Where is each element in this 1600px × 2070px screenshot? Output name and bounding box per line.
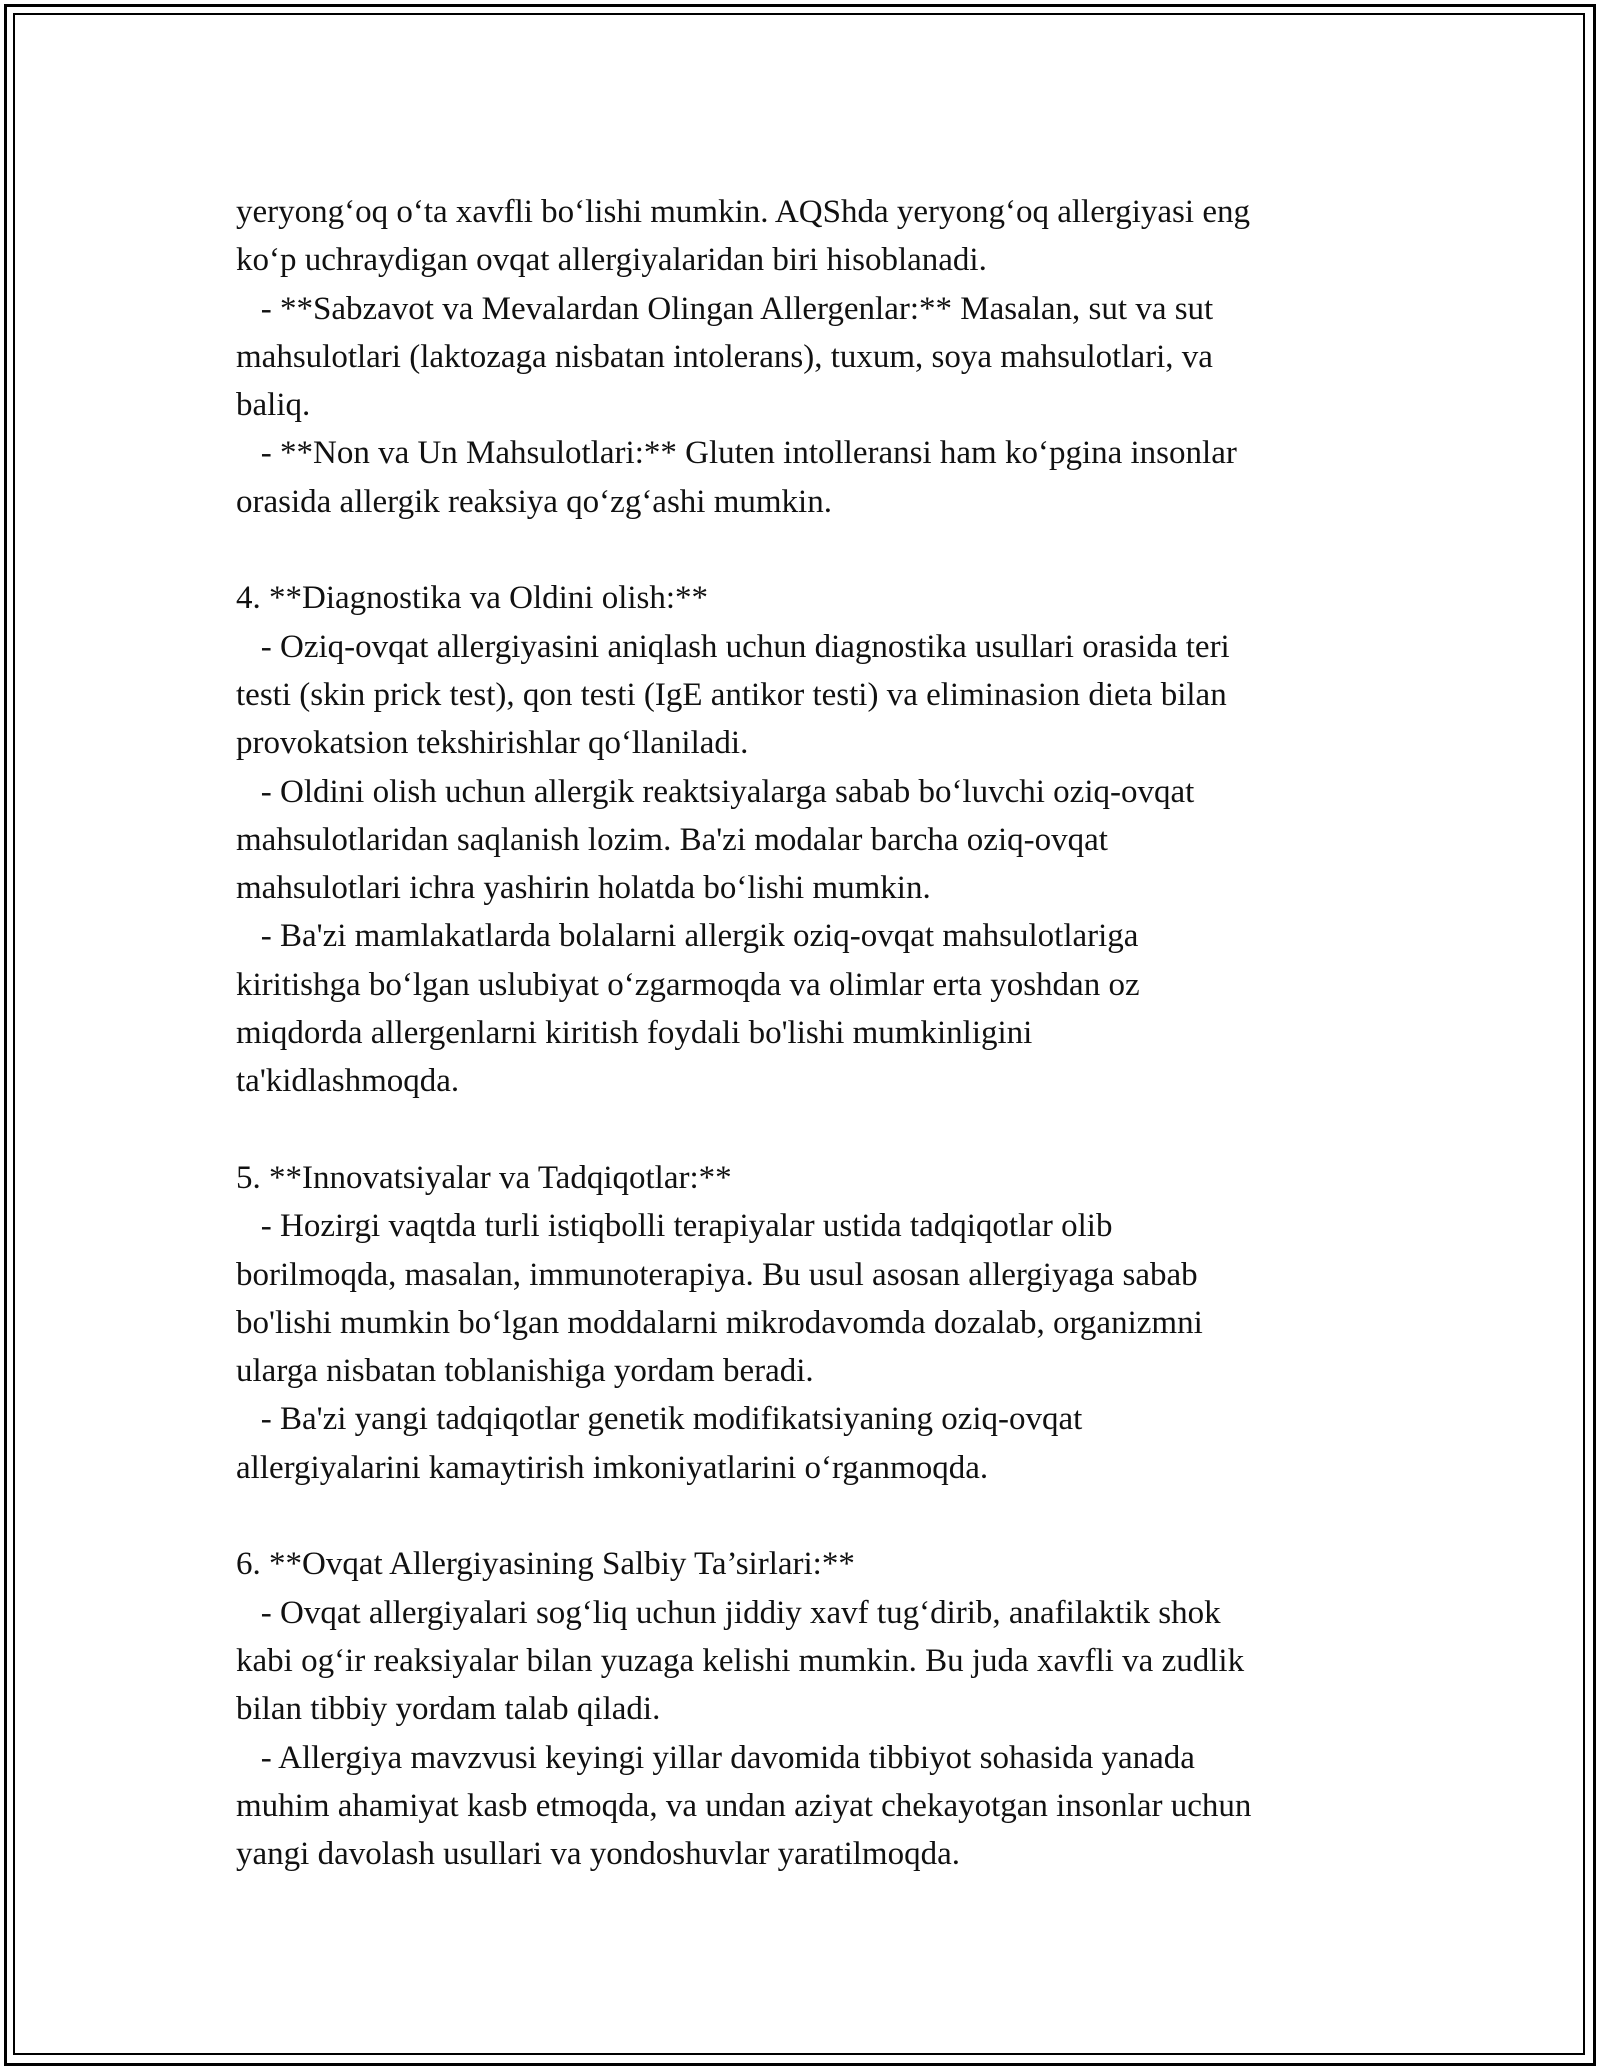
text-line: ko‘p uchraydigan ovqat allergiyalaridan biri hisoblanadi.	[236, 242, 987, 279]
text-line: allergiyalarini kamaytirish imkoniyatlarini o‘rganmoqda.	[236, 1449, 989, 1486]
document-body	[236, 188, 1366, 1878]
text-line: - Oldini olish uchun allergik reaktsiyalarga sabab bo‘luvchi oziq-ovqat	[236, 773, 1195, 810]
text-line: - Ovqat allergiyalari sog‘liq uchun jiddiy xavf tug‘dirib, anafilaktik shok	[236, 1594, 1221, 1631]
text-line	[236, 1106, 1366, 1154]
text-line: mahsulotlaridan saqlanish lozim. Ba'zi modalar barcha oziq-ovqat	[236, 821, 1108, 858]
text-line: kiritishga bo‘lgan uslubiyat o‘zgarmoqda va olimlar erta yoshdan oz	[236, 966, 1140, 1003]
text-line: yeryong‘oq o‘ta xavfli bo‘lishi mumkin. AQShda yeryong‘oq allergiyasi eng	[236, 194, 1250, 230]
text-line: miqdorda allergenlarni kiritish foydali bo'lishi mumkinligini	[236, 1015, 1033, 1052]
text-line: mahsulotlari (laktozaga nisbatan intolerans), tuxum, soya mahsulotlari, va	[236, 338, 1213, 375]
text-line: 6. **Ovqat Allergiyasining Salbiy Ta’sirlari:**	[236, 1546, 855, 1583]
text-line: - Allergiya mavzvusi keyingi yillar davomida tibbiyot sohasida yanada	[236, 1739, 1195, 1776]
text-line: - Oziq-ovqat allergiyasini aniqlash uchun diagnostika usullari orasida teri	[236, 628, 1230, 665]
text-line	[236, 1492, 1366, 1540]
text-line	[236, 526, 1366, 574]
text-line: borilmoqda, masalan, immunoterapiya. Bu usul asosan allergiyaga sabab	[236, 1256, 1198, 1293]
text-line: 4. **Diagnostika va Oldini olish:**	[236, 580, 709, 617]
text-line: 5. **Innovatsiyalar va Tadqiqotlar:**	[236, 1159, 732, 1196]
text-line: kabi og‘ir reaksiyalar bilan yuzaga kelishi mumkin. Bu juda xavfli va zudlik	[236, 1642, 1245, 1679]
text-line: muhim ahamiyat kasb etmoqda, va undan aziyat chekayotgan insonlar uchun	[236, 1787, 1252, 1824]
text-line: provokatsion tekshirishlar qo‘llaniladi.	[236, 725, 749, 762]
text-line: - Ba'zi yangi tadqiqotlar genetik modifikatsiyaning oziq-ovqat	[236, 1401, 1083, 1438]
text-line: orasida allergik reaksiya qo‘zg‘ashi mumkin.	[236, 483, 832, 520]
text-line: - **Non va Un Mahsulotlari:** Gluten intolleransi ham ko‘pgina insonlar	[236, 435, 1237, 472]
text-line: bilan tibbiy yordam talab qiladi.	[236, 1691, 661, 1728]
text-line: yangi davolash usullari va yondoshuvlar yaratilmoqda.	[236, 1836, 961, 1873]
text-line: ularga nisbatan toblanishiga yordam beradi.	[236, 1353, 814, 1390]
text-line: mahsulotlari ichra yashirin holatda bo‘lishi mumkin.	[236, 870, 931, 907]
text-line: testi (skin prick test), qon testi (IgE antikor testi) va eliminasion dieta bilan	[236, 676, 1227, 713]
text-line: - Hozirgi vaqtda turli istiqbolli terapiyalar ustida tadqiqotlar olib	[236, 1208, 1113, 1245]
text-line: baliq.	[236, 387, 311, 424]
text-line: - **Sabzavot va Mevalardan Olingan Allergenlar:** Masalan, sut va sut	[236, 290, 1214, 327]
text-line: bo'lishi mumkin bo‘lgan moddalarni mikrodavomda dozalab, organizmni	[236, 1304, 1203, 1341]
text-line: ta'kidlashmoqda.	[236, 1063, 460, 1100]
text-line: - Ba'zi mamlakatlarda bolalarni allergik oziq-ovqat mahsulotlariga	[236, 918, 1139, 955]
